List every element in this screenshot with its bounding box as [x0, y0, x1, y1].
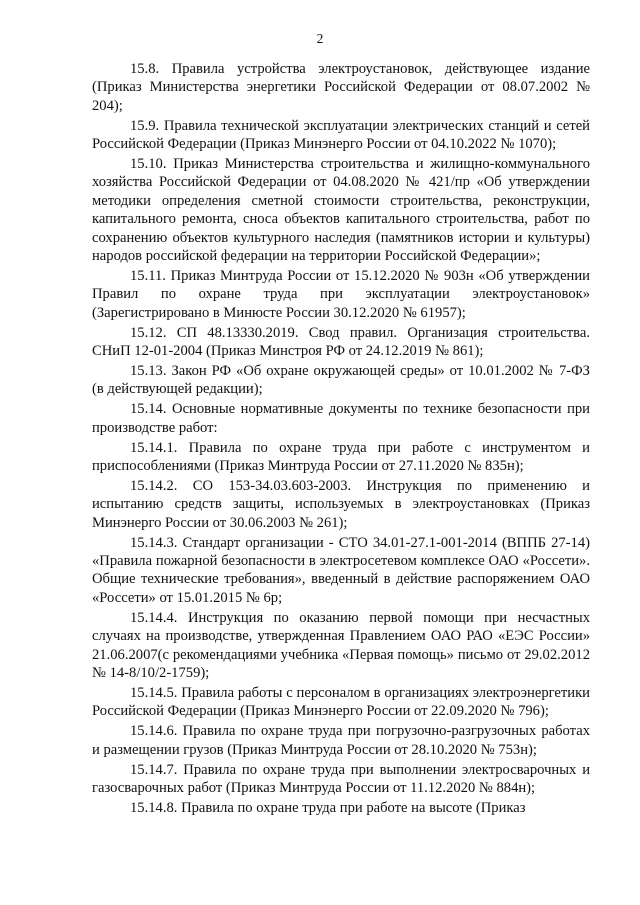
paragraph-15-14-1: 15.14.1. Правила по охране труда при работе с инструментом и приспособлениями (Приказ Минтруда России от 27.11.2020 № 835н); — [92, 439, 590, 475]
paragraph-15-12: 15.12. СП 48.13330.2019. Свод правил. Организация строительства. СНиП 12-01-2004 (Приказ Минстроя РФ от 24.12.2019 № 861); — [92, 324, 590, 360]
paragraph-15-10: 15.10. Приказ Министерства строительства и жилищно-коммунального хозяйства Российской Федерации от 04.08.2020 № 421/пр «Об утверждении методики определения сметной стоимости строительства, реконструкции, капитального ремонта, сноса объектов капитального строительства, работ по сохранению объектов культурного наследия (памятников истории и культуры) народов российской федерации на территории Российской Федерации»; — [92, 156, 590, 265]
paragraph-15-14-8: 15.14.8. Правила по охране труда при работе на высоте (Приказ — [130, 799, 526, 816]
paragraph-15-13: 15.13. Закон РФ «Об охране окружающей среды» от 10.01.2002 № 7-ФЗ (в действующей редакции); — [92, 363, 590, 398]
paragraph-15-14: 15.14. Основные нормативные документы по технике безопасности при производстве работ: — [92, 401, 590, 436]
page-number: 2 — [316, 31, 324, 46]
paragraph-15-14-2: 15.14.2. СО 153-34.03.603-2003. Инструкция по применению и испытанию средств защиты, используемых в электроустановках (Приказ Минэнерго России от 30.06.2003 № 261); — [92, 477, 590, 531]
paragraph-15-14-5: 15.14.5. Правила работы с персоналом в организациях электроэнергетики Российской Федерации (Приказ Минэнерго России от 22.09.2020 № 796); — [92, 684, 590, 720]
paragraph-15-14-3: 15.14.3. Стандарт организации - СТО 34.01-27.1-001-2014 (ВППБ 27-14) «Правила пожарной безопасности в электросетевом комплексе ОАО «Россети». Общие технические требования», введенный в действие распоряжением ОАО «Россети» от 15.01.2015 № 6р; — [92, 534, 590, 606]
paragraph-15-8: 15.8. Правила устройства электроустановок, действующее издание (Приказ Министерства энергетики Российской Федерации от 08.07.2002 № 204); — [92, 61, 590, 114]
paragraph-15-9: 15.9. Правила технической эксплуатации электрических станций и сетей Российской Федерации (Приказ Минэнерго России от 04.10.2022 № 1070); — [92, 117, 590, 153]
paragraph-15-14-4: 15.14.4. Инструкция по оказанию первой помощи при несчастных случаях на производстве, утвержденная Правлением ОАО РАО «ЕЭС России» 21.06.2007(с рекомендациями учебника «Первая помощь» письмо от 29.02.2012 № 14-8/10/2-1759); — [92, 609, 590, 681]
paragraph-15-14-6: 15.14.6. Правила по охране труда при погрузочно-разгрузочных работах и размещении грузов (Приказ Минтруда России от 28.10.2020 № 753н); — [92, 723, 590, 758]
document-body — [92, 60, 590, 819]
paragraph-15-11: 15.11. Приказ Минтруда России от 15.12.2020 № 903н «Об утверждении Правил по охране труда при эксплуатации электроустановок» (Зарегистрировано в Минюсте России 30.12.2020 № 61957); — [92, 267, 590, 321]
paragraph-15-14-7: 15.14.7. Правила по охране труда при выполнении электросварочных и газосварочных работ (Приказ Минтруда России от 11.12.2020 № 884н); — [92, 761, 590, 796]
